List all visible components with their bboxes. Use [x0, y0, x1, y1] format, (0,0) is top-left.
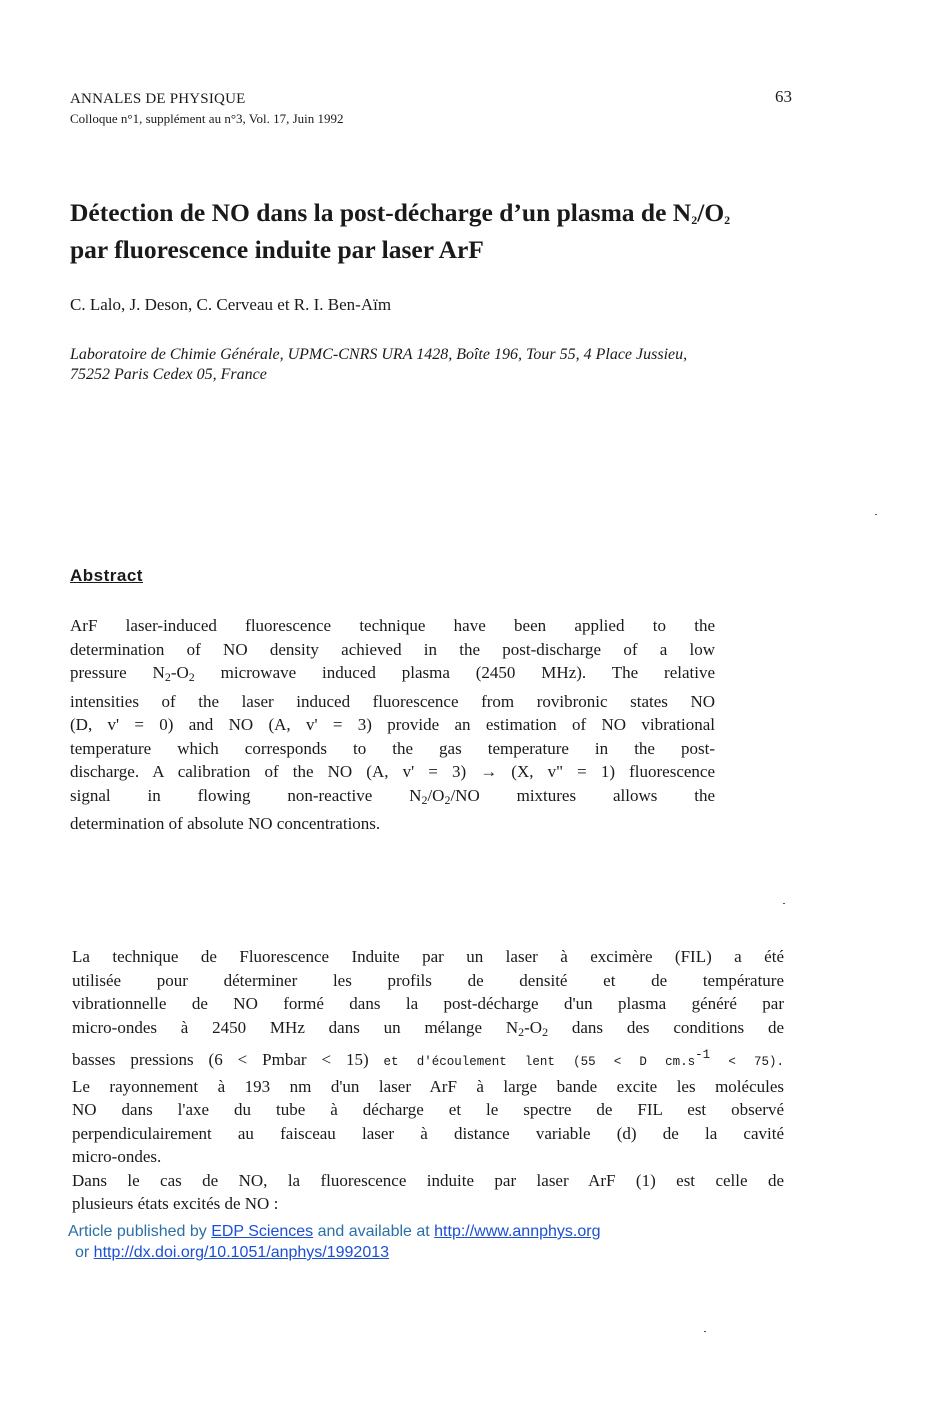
scan-speck — [783, 903, 785, 904]
abstract-line: determination of NO density achieved in the post-discharge of a low — [70, 639, 715, 659]
scan-speck — [875, 514, 877, 515]
abstract-line: determination of absolute NO concentrations. — [70, 814, 381, 833]
abstract-line: ArF laser-induced fluorescence technique have been applied to the — [70, 616, 715, 635]
body-line: micro-ondes à 2450 MHz dans un mélange $N_2-O_2$ dans des conditions de — [72, 1017, 784, 1039]
publication-footer — [68, 1221, 600, 1263]
doi-link[interactable]: http://dx.doi.org/10.1051/anphys/1992013 — [93, 1244, 390, 1261]
abstract-line: (D, v' = 0) and NO (A, v' = 3) provide an estimation of NO vibrational — [70, 715, 715, 734]
abstract-text — [70, 614, 715, 836]
abstract-heading: Abstract — [70, 566, 143, 585]
footer-line-2: or http://dx.doi.org/10.1051/anphys/1992013 — [75, 1244, 390, 1261]
journal-name: ANNALES DE PHYSIQUE — [70, 91, 246, 107]
title-subscript: 2 — [724, 213, 731, 227]
edp-sciences-link[interactable]: EDP Sciences — [211, 1223, 314, 1240]
affiliation-line-1: Laboratoire de Chimie Générale, UPMC-CNRS URA 1428, Boîte 196, Tour 55, 4 Place Jussieu, — [70, 346, 688, 363]
title-subscript: 2 — [691, 213, 698, 227]
journal-header — [70, 90, 344, 128]
body-line: utilisée pour déterminer les profils de densité et de température — [72, 970, 784, 990]
body-line: vibrationnelle de NO formé dans la post-décharge d'un plasma généré par — [72, 994, 784, 1013]
annphys-link[interactable]: http://www.annphys.org — [434, 1223, 601, 1240]
journal-issue: Colloque n°1, supplément au n°3, Vol. 17, Juin 1992 — [70, 111, 344, 126]
authors: C. Lalo, J. Deson, C. Cerveau et R. I. Ben-Aïm — [70, 295, 392, 314]
affiliation — [70, 345, 830, 385]
page-number: 63 — [775, 87, 792, 106]
title-text: /O — [697, 198, 725, 227]
abstract-line: temperature which corresponds to the gas temperature in the post- — [70, 738, 715, 758]
title-line-2: par fluorescence induite par laser ArF — [70, 235, 484, 264]
abstract-line: pressure $N_2-O_2$ microwave induced plasma (2450 MHz). The relative — [70, 663, 716, 684]
abstract-line: signal in flowing non-reactive $N_2/O_2/NO$ mixtures allows the — [70, 785, 715, 807]
body-line: basses pressions (6 < Pmbar < 15) et d'écoulement lent (55 < D $cm.s^{-1} < 75$). — [72, 1048, 784, 1069]
title-text: Détection de NO dans la post-décharge d’un plasma de N — [70, 198, 692, 227]
body-line: perpendiculairement au faisceau laser à distance variable (d) de la cavité — [72, 1123, 784, 1143]
abstract-line: discharge. A calibration of the NO (A, v' = 3) → (X, v" = 1) fluorescence — [70, 762, 715, 781]
abstract-line: intensities of the laser induced fluorescence from rovibronic states NO — [70, 691, 715, 711]
body-line: Dans le cas de NO, la fluorescence induite par laser ArF (1) est celle de — [72, 1170, 784, 1190]
body-line: micro-ondes. — [72, 1147, 162, 1166]
body-line: NO dans l'axe du tube à décharge et le spectre de FIL est observé — [72, 1100, 784, 1119]
affiliation-line-2: 75252 Paris Cedex 05, France — [70, 366, 267, 383]
body-line: La technique de Fluorescence Induite par un laser à excimère (FIL) a été — [72, 947, 784, 966]
paper-title — [70, 198, 830, 264]
footer-line-1: Article published by EDP Sciences and available at http://www.annphys.org — [68, 1223, 601, 1240]
body-line: Le rayonnement à 193 nm d'un laser ArF à large bande excite les molécules — [72, 1076, 784, 1096]
title-line-1 — [70, 198, 830, 235]
body-line: plusieurs états excités de NO : — [72, 1194, 279, 1213]
body-text — [72, 945, 784, 1216]
scan-speck — [704, 1331, 706, 1332]
